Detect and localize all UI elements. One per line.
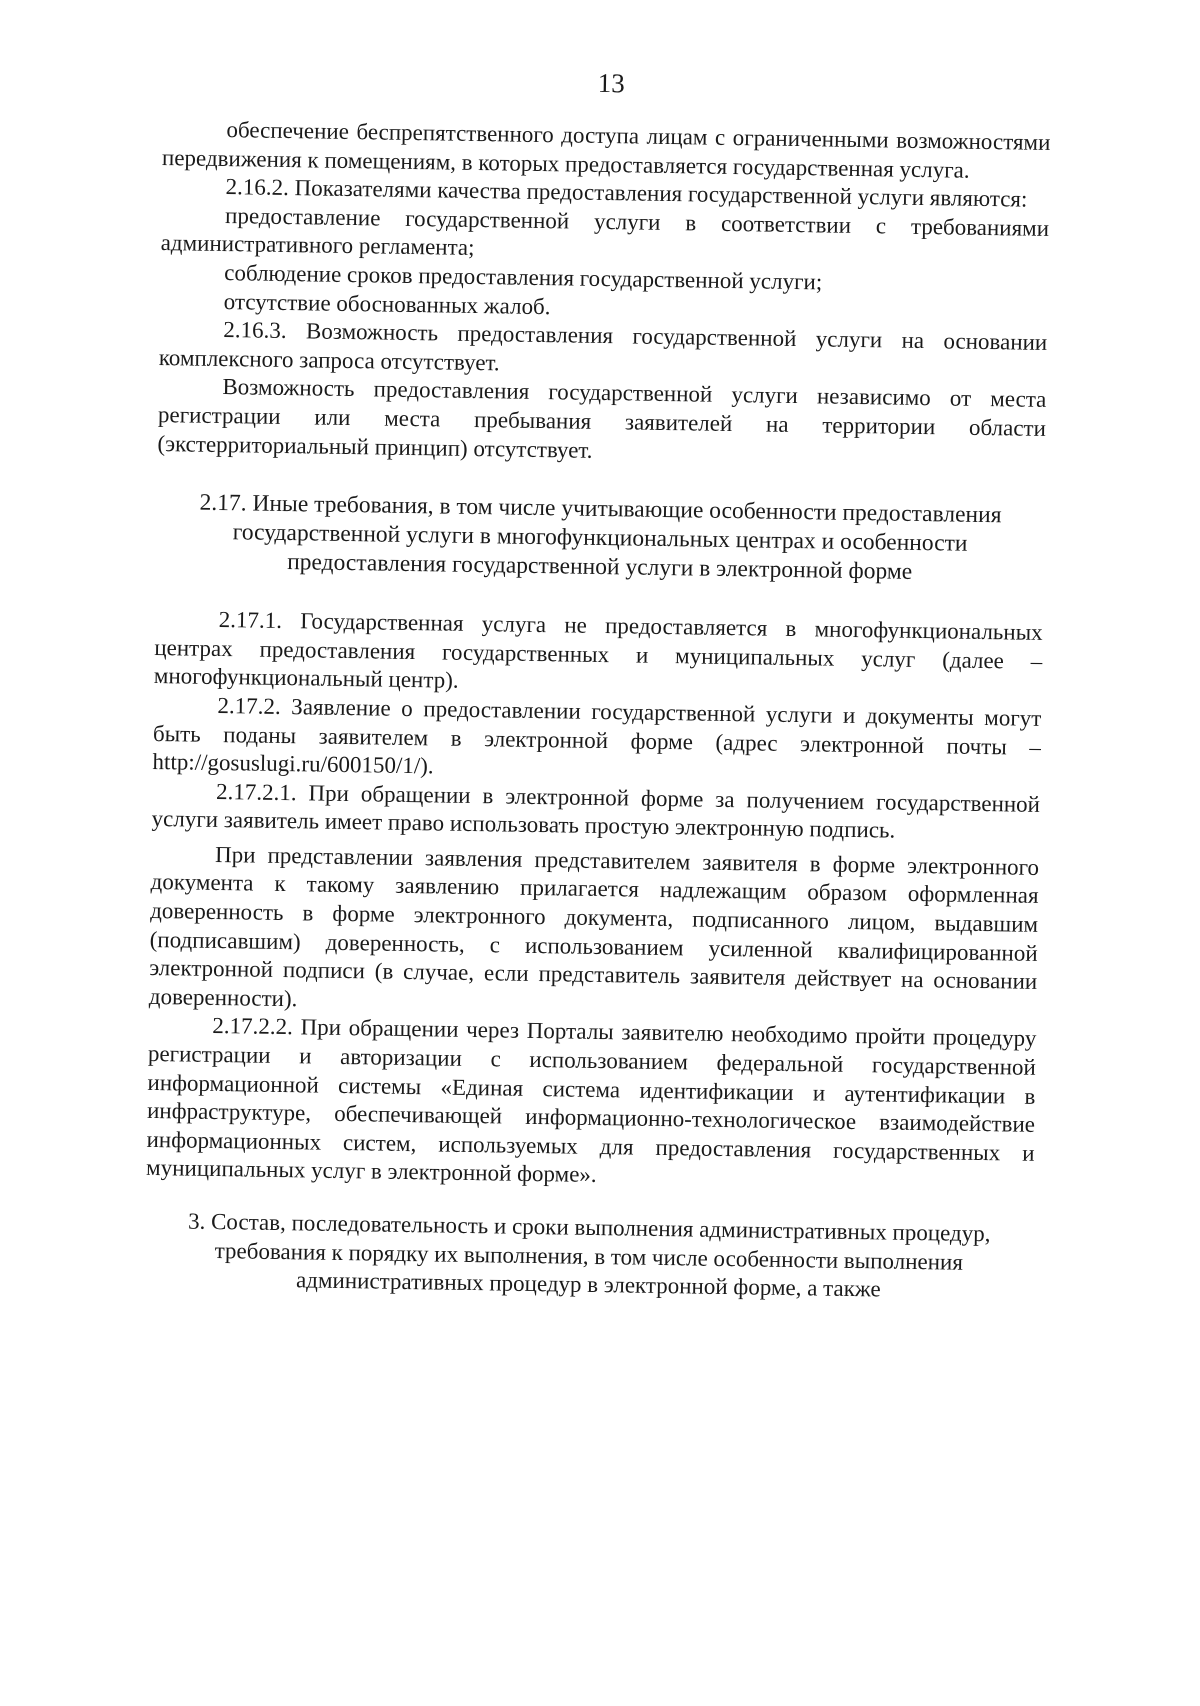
document-body xyxy=(144,115,1050,1307)
paragraph-quality-indicator-1: предоставление государственной услуги в соответствии с требованиями административного регламента; xyxy=(160,202,1050,261)
paragraph-quality-indicator-3: отсутствие обоснованных жалоб. xyxy=(223,288,551,319)
paragraph-quality-indicator-2: соблюдение сроков предоставления государственной услуги; xyxy=(224,260,823,295)
paragraph-accessibility: обеспечение беспрепятственного доступа лицам с ограниченными возможностями передвижения к помещениям, в которых предоставляется государственная услуга. xyxy=(161,117,1051,183)
paragraph-2-17-2-1: 2.17.2.1. При обращении в электронной форме за получением государственной услуги заявитель имеет право использовать простую электронную подпись. xyxy=(151,778,1041,843)
paragraph-2-16-3: 2.16.3. Возможность предоставления государственной услуги на основании комплексного запроса отсутствует. xyxy=(158,317,1048,376)
paragraph-2-16-2: 2.16.2. Показателями качества предоставления государственной услуги являются: xyxy=(225,174,1028,212)
section-heading-3: 3. Состав, последовательность и сроки выполнения административных процедур, требования к порядку их выполнения, в том числе особенности выполнения административных процедур в электронной форме, а также xyxy=(187,1208,991,1302)
paragraph-2-17-2: 2.17.2. Заявление о предоставлении государственной услуги и документы могут быть поданы заявителем в электронной форме (адрес электронной почты – http://gosuslugi.ru/600150/1/). xyxy=(152,692,1042,779)
paragraph-extraterritorial: Возможность предоставления государственной услуги независимо от места регистрации или места пребывания заявителей на территории области (экстерриториальный принцип) отсутствует. xyxy=(157,374,1047,463)
section-heading-2-17: 2.17. Иные требования, в том числе учитывающие особенности предоставления государственной услуги в многофункциональных центрах и особенности предоставления государственной услуги в электронной форме xyxy=(199,489,1002,585)
page-number: 13 xyxy=(597,67,625,99)
paragraph-representative: При представлении заявления представителем заявителя в форме электронного документа к такому заявлению прилагается надлежащим образом оформленная доверенность в форме электронного документа, подписанного лицом, выдавшим (подписавшим) доверенность, с использованием усиленной квалифицированной электронной подписи (в случае, если представитель заявителя действует на основании доверенности). xyxy=(148,841,1040,1012)
paragraph-2-17-2-2: 2.17.2.2. При обращении через Порталы заявителю необходимо пройти процедуру регистрации и авторизации с использованием федеральной государственной информационной системы «Единая система идентификации и аутентификации в инфраструктуре, обеспечивающей информационно-технологическое взаимодействие информационных систем, используемых для предоставления государственных и муниципальных услуг в электронной форме». xyxy=(145,1013,1037,1188)
paragraph-2-17-1: 2.17.1. Государственная услуга не предоставляется в многофункциональных центрах предоставления государственных и муниципальных услуг (далее – многофункциональный центр). xyxy=(153,607,1043,694)
